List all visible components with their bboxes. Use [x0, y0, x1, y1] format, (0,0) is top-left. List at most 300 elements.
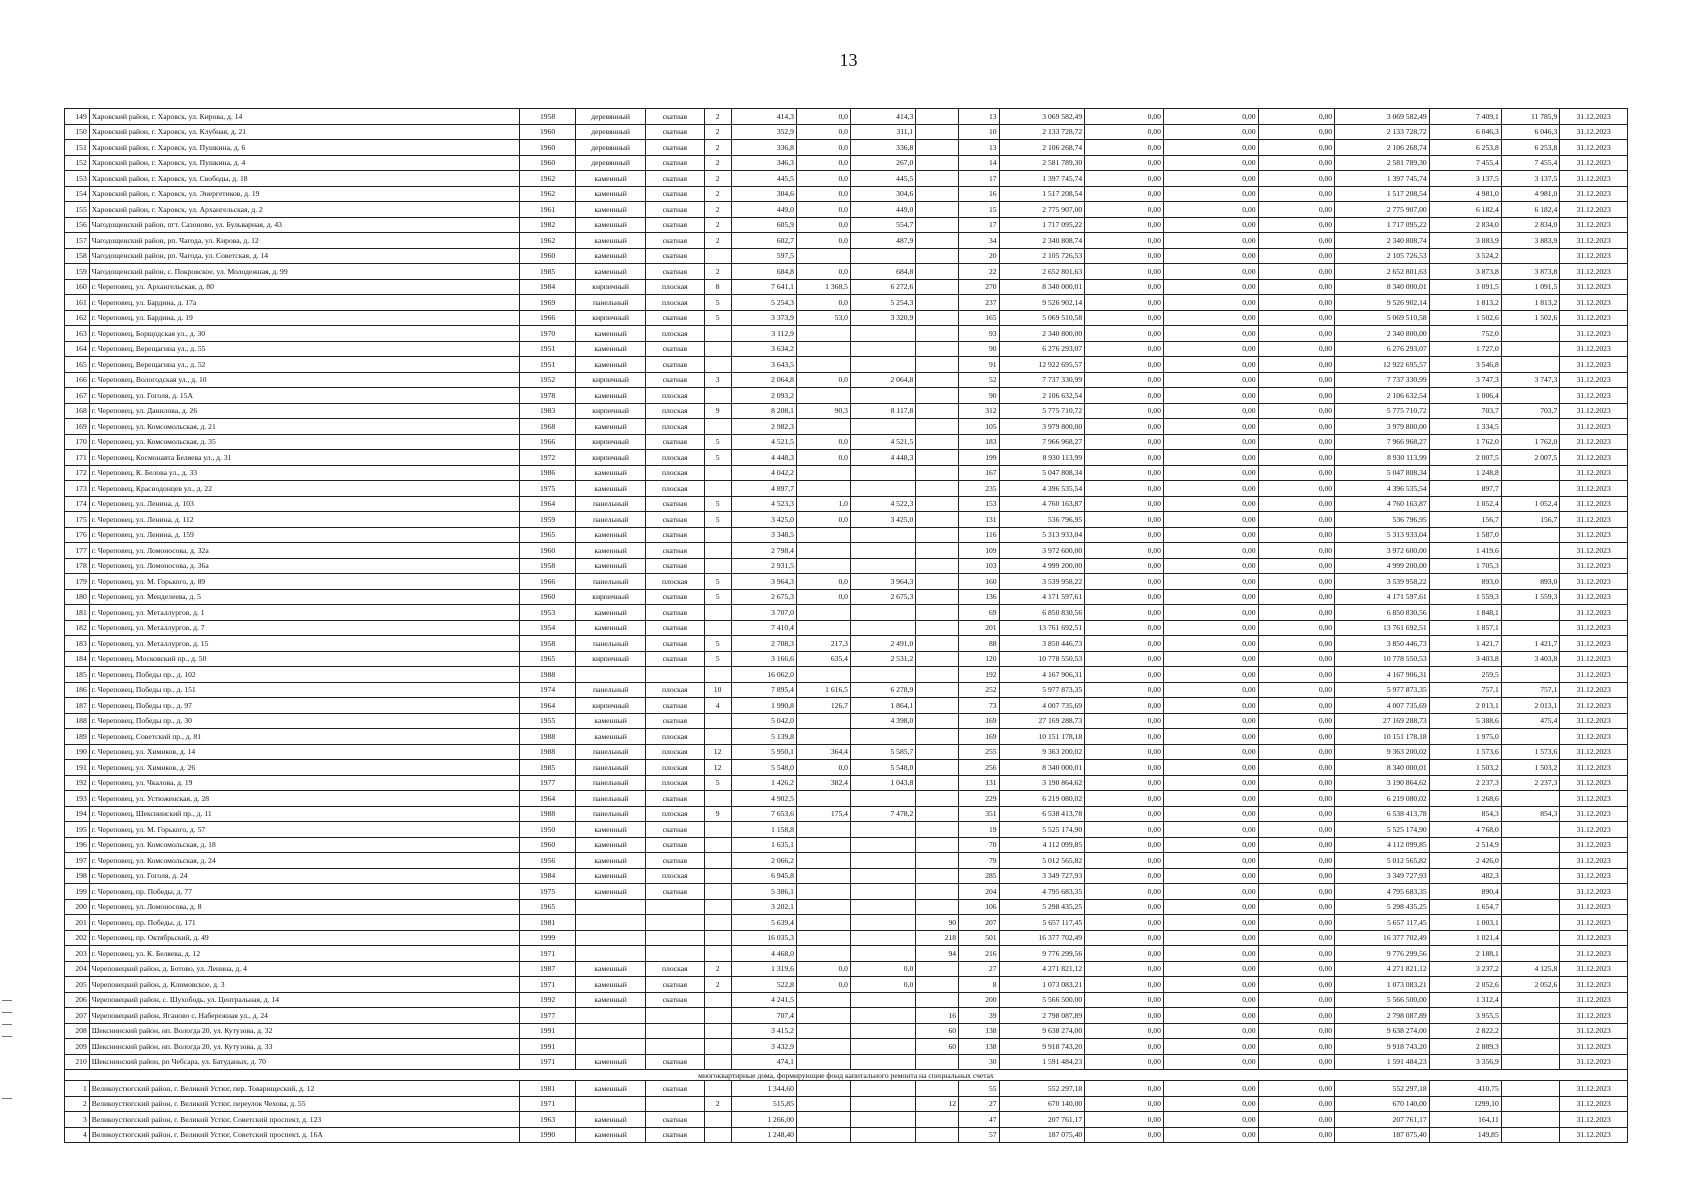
total-area-cell: 5 042,0 — [731, 713, 796, 729]
row-number-cell: 164 — [65, 341, 90, 357]
apartments-cell — [916, 171, 959, 187]
address-cell: г. Череповец, Верещагина ул., д. 52 — [89, 357, 519, 373]
residents-cell: 73 — [959, 698, 1000, 714]
roof-type-cell: скатная — [646, 233, 705, 249]
roof-type-cell: плоская — [646, 481, 705, 497]
completion-date-cell: 31.12.2023 — [1560, 574, 1628, 590]
roof-type-cell: плоская — [646, 279, 705, 295]
year-built-cell: 1963 — [519, 1112, 575, 1128]
cost-a-cell: 0,00 — [1085, 760, 1164, 776]
table-row — [65, 589, 1628, 605]
wall-material-cell: каменный — [576, 248, 646, 264]
max-cost-per-sqm-cell — [1501, 543, 1560, 559]
cost-per-sqm-cell: 1 248,8 — [1429, 465, 1501, 481]
cost-a-cell: 0,00 — [1085, 341, 1164, 357]
address-cell: г. Череповец, пр. Октябрьский, д. 49 — [89, 930, 519, 946]
cost-b-cell: 0,00 — [1163, 155, 1258, 171]
table-row — [65, 1096, 1628, 1112]
residents-cell: 252 — [959, 682, 1000, 698]
roof-type-cell — [646, 1023, 705, 1039]
cost-per-sqm-cell: 2 426,0 — [1429, 853, 1501, 869]
row-number-cell: 163 — [65, 326, 90, 342]
address-cell: Чагодощенский район, с. Покровское, ул. Молодежная, д. 99 — [89, 264, 519, 280]
cost-b-cell: 0,00 — [1163, 1023, 1258, 1039]
total-area-cell: 7 641,1 — [731, 279, 796, 295]
total-area-cell: 2 931,5 — [731, 558, 796, 574]
apartments-cell — [916, 217, 959, 233]
total-cost-cell: 3 539 958,22 — [999, 574, 1085, 590]
roof-type-cell: скатная — [646, 217, 705, 233]
roof-type-cell: скатная — [646, 155, 705, 171]
total-area-cell: 3 634,2 — [731, 341, 796, 357]
residents-cell: 270 — [959, 279, 1000, 295]
residents-cell: 90 — [959, 341, 1000, 357]
cost-c-cell: 0,00 — [1258, 558, 1335, 574]
cost-b-cell: 0,00 — [1163, 636, 1258, 652]
cost-owners-cell: 6 219 080,02 — [1335, 791, 1430, 807]
cost-a-cell: 0,00 — [1085, 264, 1164, 280]
apartments-cell — [916, 357, 959, 373]
table-row — [65, 574, 1628, 590]
floors-cell — [704, 620, 731, 636]
cost-owners-cell: 8 340 000,01 — [1335, 760, 1430, 776]
wall-material-cell: каменный — [576, 1112, 646, 1128]
total-area-cell: 346,3 — [731, 155, 796, 171]
cost-b-cell: 0,00 — [1163, 295, 1258, 311]
table-row — [65, 543, 1628, 559]
nonres-area-cell — [796, 822, 850, 838]
apartments-cell — [916, 961, 959, 977]
floors-cell — [704, 946, 731, 962]
floors-cell: 9 — [704, 403, 731, 419]
cost-a-cell: 0,00 — [1085, 558, 1164, 574]
res-area-cell — [850, 605, 915, 621]
wall-material-cell — [576, 899, 646, 915]
res-area-cell: 445,5 — [850, 171, 915, 187]
nonres-area-cell — [796, 853, 850, 869]
apartments-cell — [916, 295, 959, 311]
total-cost-cell: 5 047 808,34 — [999, 465, 1085, 481]
cost-c-cell: 0,00 — [1258, 620, 1335, 636]
residents-cell: 15 — [959, 202, 1000, 218]
roof-type-cell: скатная — [646, 837, 705, 853]
cost-owners-cell: 552 297,18 — [1335, 1081, 1430, 1097]
total-cost-cell: 1 717 095,22 — [999, 217, 1085, 233]
roof-type-cell — [646, 667, 705, 683]
residents-cell: 169 — [959, 729, 1000, 745]
roof-type-cell: скатная — [646, 791, 705, 807]
wall-material-cell: каменный — [576, 605, 646, 621]
completion-date-cell: 31.12.2023 — [1560, 1054, 1628, 1070]
cost-per-sqm-cell: 3 883,9 — [1429, 233, 1501, 249]
cost-b-cell: 0,00 — [1163, 248, 1258, 264]
cost-c-cell: 0,00 — [1258, 403, 1335, 419]
cost-a-cell: 0,00 — [1085, 1081, 1164, 1097]
residents-cell: 57 — [959, 1127, 1000, 1143]
res-area-cell — [850, 930, 915, 946]
row-number-cell: 203 — [65, 946, 90, 962]
residents-cell: 207 — [959, 915, 1000, 931]
cost-b-cell: 0,00 — [1163, 1112, 1258, 1128]
cost-b-cell: 0,00 — [1163, 682, 1258, 698]
year-built-cell: 1971 — [519, 977, 575, 993]
nonres-area-cell: 635,4 — [796, 651, 850, 667]
roof-type-cell: скатная — [646, 202, 705, 218]
year-built-cell: 1964 — [519, 698, 575, 714]
year-built-cell: 1975 — [519, 481, 575, 497]
address-cell: Череповецкий район, д. Ботово, ул. Ленина, д. 4 — [89, 961, 519, 977]
apartments-cell — [916, 589, 959, 605]
wall-material-cell — [576, 946, 646, 962]
total-cost-cell: 2 340 800,00 — [999, 326, 1085, 342]
cost-owners-cell: 3 850 446,73 — [1335, 636, 1430, 652]
table-row — [65, 605, 1628, 621]
cost-per-sqm-cell: 703,7 — [1429, 403, 1501, 419]
year-built-cell: 1977 — [519, 1008, 575, 1024]
total-area-cell: 2 064,8 — [731, 372, 796, 388]
apartments-cell — [916, 124, 959, 140]
roof-type-cell — [646, 946, 705, 962]
apartments-cell: 60 — [916, 1039, 959, 1055]
year-built-cell: 1958 — [519, 558, 575, 574]
year-built-cell: 1964 — [519, 496, 575, 512]
address-cell: г. Череповец, ул. К. Беляева, д. 12 — [89, 946, 519, 962]
residents-cell: 90 — [959, 388, 1000, 404]
margin-mark — [2, 1000, 12, 1001]
cost-c-cell: 0,00 — [1258, 481, 1335, 497]
year-built-cell: 1951 — [519, 341, 575, 357]
completion-date-cell: 31.12.2023 — [1560, 837, 1628, 853]
cost-per-sqm-cell: 1 021,4 — [1429, 930, 1501, 946]
year-built-cell: 1970 — [519, 326, 575, 342]
nonres-area-cell: 1 616,5 — [796, 682, 850, 698]
completion-date-cell: 31.12.2023 — [1560, 589, 1628, 605]
roof-type-cell: скатная — [646, 341, 705, 357]
total-area-cell: 2 675,3 — [731, 589, 796, 605]
year-built-cell: 1990 — [519, 1127, 575, 1143]
year-built-cell: 1984 — [519, 279, 575, 295]
floors-cell — [704, 915, 731, 931]
cost-owners-cell: 6 850 830,56 — [1335, 605, 1430, 621]
apartments-cell — [916, 791, 959, 807]
total-area-cell: 1 158,8 — [731, 822, 796, 838]
cost-per-sqm-cell: 1 502,6 — [1429, 310, 1501, 326]
year-built-cell: 1961 — [519, 202, 575, 218]
total-area-cell: 16 035,3 — [731, 930, 796, 946]
roof-type-cell: скатная — [646, 605, 705, 621]
total-area-cell: 4 523,3 — [731, 496, 796, 512]
wall-material-cell: панельный — [576, 636, 646, 652]
res-area-cell: 2 491,0 — [850, 636, 915, 652]
roof-type-cell — [646, 915, 705, 931]
cost-a-cell: 0,00 — [1085, 713, 1164, 729]
row-number-cell: 1 — [65, 1081, 90, 1097]
housing-register-table — [64, 108, 1628, 1143]
completion-date-cell: 31.12.2023 — [1560, 946, 1628, 962]
section-header — [65, 1070, 1628, 1081]
address-cell: Чагодощенский район, рп. Чагода, ул. Кирова, д. 12 — [89, 233, 519, 249]
total-area-cell: 304,6 — [731, 186, 796, 202]
wall-material-cell: каменный — [576, 341, 646, 357]
cost-owners-cell: 1 591 484,23 — [1335, 1054, 1430, 1070]
cost-a-cell: 0,00 — [1085, 171, 1164, 187]
floors-cell: 5 — [704, 434, 731, 450]
cost-a-cell: 0,00 — [1085, 1054, 1164, 1070]
table-row — [65, 481, 1628, 497]
residents-cell: 256 — [959, 760, 1000, 776]
apartments-cell: 94 — [916, 946, 959, 962]
row-number-cell: 167 — [65, 388, 90, 404]
residents-cell: 13 — [959, 109, 1000, 125]
floors-cell: 5 — [704, 574, 731, 590]
table-row — [65, 264, 1628, 280]
margin-mark — [2, 1012, 12, 1013]
cost-b-cell: 0,00 — [1163, 372, 1258, 388]
row-number-cell: 155 — [65, 202, 90, 218]
row-number-cell: 154 — [65, 186, 90, 202]
cost-b-cell: 0,00 — [1163, 977, 1258, 993]
completion-date-cell: 31.12.2023 — [1560, 155, 1628, 171]
wall-material-cell: панельный — [576, 682, 646, 698]
table-row — [65, 868, 1628, 884]
max-cost-per-sqm-cell: 1 052,4 — [1501, 496, 1560, 512]
cost-per-sqm-cell: 893,0 — [1429, 574, 1501, 590]
residents-cell: 235 — [959, 481, 1000, 497]
year-built-cell: 1966 — [519, 310, 575, 326]
cost-c-cell: 0,00 — [1258, 1008, 1335, 1024]
cost-per-sqm-cell: 1 421,7 — [1429, 636, 1501, 652]
total-cost-cell: 4 396 535,54 — [999, 481, 1085, 497]
year-built-cell: 1988 — [519, 806, 575, 822]
total-area-cell: 5 950,1 — [731, 744, 796, 760]
table-row — [65, 853, 1628, 869]
apartments-cell — [916, 140, 959, 156]
cost-b-cell: 0,00 — [1163, 713, 1258, 729]
wall-material-cell: панельный — [576, 791, 646, 807]
total-area-cell: 4 042,2 — [731, 465, 796, 481]
res-area-cell — [850, 1127, 915, 1143]
cost-a-cell: 0,00 — [1085, 946, 1164, 962]
total-cost-cell: 5 298 435,25 — [999, 899, 1085, 915]
wall-material-cell: кирпичный — [576, 434, 646, 450]
wall-material-cell: кирпичный — [576, 372, 646, 388]
residents-cell: 165 — [959, 310, 1000, 326]
roof-type-cell: плоская — [646, 326, 705, 342]
cost-owners-cell: 4 007 735,69 — [1335, 698, 1430, 714]
completion-date-cell: 31.12.2023 — [1560, 496, 1628, 512]
total-cost-cell: 4 760 163,87 — [999, 496, 1085, 512]
completion-date-cell: 31.12.2023 — [1560, 434, 1628, 450]
table-row — [65, 806, 1628, 822]
row-number-cell: 173 — [65, 481, 90, 497]
row-number-cell: 172 — [65, 465, 90, 481]
residents-cell: 103 — [959, 558, 1000, 574]
cost-c-cell: 0,00 — [1258, 868, 1335, 884]
cost-a-cell: 0,00 — [1085, 481, 1164, 497]
cost-owners-cell: 9 526 902,14 — [1335, 295, 1430, 311]
cost-owners-cell: 4 396 535,54 — [1335, 481, 1430, 497]
total-area-cell: 1 990,8 — [731, 698, 796, 714]
completion-date-cell: 31.12.2023 — [1560, 465, 1628, 481]
apartments-cell — [916, 233, 959, 249]
nonres-area-cell: 0,0 — [796, 574, 850, 590]
wall-material-cell — [576, 915, 646, 931]
total-cost-cell: 6 850 830,56 — [999, 605, 1085, 621]
cost-owners-cell: 4 112 099,85 — [1335, 837, 1430, 853]
nonres-area-cell: 0,0 — [796, 217, 850, 233]
address-cell: Череповецкий район, с. Шухободь, ул. Центральная, д. 14 — [89, 992, 519, 1008]
floors-cell: 2 — [704, 109, 731, 125]
apartments-cell — [916, 899, 959, 915]
address-cell: Великоустюгский район, г. Великий Устюг, пер. Товарищеский, д. 12 — [89, 1081, 519, 1097]
total-area-cell: 3 964,3 — [731, 574, 796, 590]
residents-cell: 22 — [959, 264, 1000, 280]
residents-cell: 167 — [959, 465, 1000, 481]
nonres-area-cell — [796, 1127, 850, 1143]
cost-b-cell: 0,00 — [1163, 233, 1258, 249]
nonres-area-cell: 364,4 — [796, 744, 850, 760]
max-cost-per-sqm-cell: 4 981,0 — [1501, 186, 1560, 202]
max-cost-per-sqm-cell: 1 502,6 — [1501, 310, 1560, 326]
res-area-cell: 304,6 — [850, 186, 915, 202]
cost-b-cell: 0,00 — [1163, 760, 1258, 776]
floors-cell: 5 — [704, 496, 731, 512]
total-cost-cell: 9 776 299,56 — [999, 946, 1085, 962]
cost-owners-cell: 27 169 288,73 — [1335, 713, 1430, 729]
total-cost-cell: 207 761,17 — [999, 1112, 1085, 1128]
roof-type-cell: скатная — [646, 264, 705, 280]
cost-b-cell: 0,00 — [1163, 481, 1258, 497]
residents-cell: 27 — [959, 961, 1000, 977]
address-cell: г. Череповец, Борщодская ул., д. 30 — [89, 326, 519, 342]
apartments-cell — [916, 651, 959, 667]
roof-type-cell: скатная — [646, 357, 705, 373]
table-row — [65, 1127, 1628, 1143]
cost-owners-cell: 5 525 174,90 — [1335, 822, 1430, 838]
cost-c-cell: 0,00 — [1258, 233, 1335, 249]
cost-b-cell: 0,00 — [1163, 899, 1258, 915]
max-cost-per-sqm-cell: 893,0 — [1501, 574, 1560, 590]
cost-c-cell: 0,00 — [1258, 775, 1335, 791]
max-cost-per-sqm-cell — [1501, 915, 1560, 931]
total-area-cell: 2 708,3 — [731, 636, 796, 652]
completion-date-cell: 31.12.2023 — [1560, 744, 1628, 760]
year-built-cell: 1988 — [519, 667, 575, 683]
total-cost-cell: 5 525 174,90 — [999, 822, 1085, 838]
cost-b-cell: 0,00 — [1163, 279, 1258, 295]
total-cost-cell: 7 737 330,99 — [999, 372, 1085, 388]
cost-a-cell: 0,00 — [1085, 899, 1164, 915]
apartments-cell — [916, 636, 959, 652]
apartments-cell — [916, 729, 959, 745]
address-cell: г. Череповец, Космонавта Беляева ул., д. 31 — [89, 450, 519, 466]
address-cell: Харовский район, г. Харовск, ул. Свободы, д. 18 — [89, 171, 519, 187]
res-area-cell — [850, 853, 915, 869]
cost-c-cell: 0,00 — [1258, 713, 1335, 729]
cost-per-sqm-cell: 3 546,8 — [1429, 357, 1501, 373]
table-row — [65, 465, 1628, 481]
completion-date-cell: 31.12.2023 — [1560, 357, 1628, 373]
res-area-cell — [850, 341, 915, 357]
roof-type-cell: скатная — [646, 822, 705, 838]
floors-cell — [704, 899, 731, 915]
nonres-area-cell: 0,0 — [796, 977, 850, 993]
cost-b-cell: 0,00 — [1163, 558, 1258, 574]
row-number-cell: 183 — [65, 636, 90, 652]
max-cost-per-sqm-cell: 2 007,5 — [1501, 450, 1560, 466]
year-built-cell: 1965 — [519, 527, 575, 543]
cost-per-sqm-cell: 156,7 — [1429, 512, 1501, 528]
cost-per-sqm-cell: 1 762,0 — [1429, 434, 1501, 450]
cost-c-cell: 0,00 — [1258, 155, 1335, 171]
total-area-cell: 4 897,7 — [731, 481, 796, 497]
cost-a-cell: 0,00 — [1085, 775, 1164, 791]
res-area-cell: 4 448,3 — [850, 450, 915, 466]
cost-owners-cell: 3 539 958,22 — [1335, 574, 1430, 590]
address-cell: г. Череповец, пр. Победы, д. 171 — [89, 915, 519, 931]
completion-date-cell: 31.12.2023 — [1560, 326, 1628, 342]
total-cost-cell: 8 340 000,01 — [999, 279, 1085, 295]
cost-a-cell: 0,00 — [1085, 217, 1164, 233]
total-area-cell: 1 635,1 — [731, 837, 796, 853]
address-cell: г. Череповец, ул. Чкалова, д. 19 — [89, 775, 519, 791]
year-built-cell: 1959 — [519, 512, 575, 528]
nonres-area-cell: 382,4 — [796, 775, 850, 791]
apartments-cell — [916, 372, 959, 388]
max-cost-per-sqm-cell: 2 013,1 — [1501, 698, 1560, 714]
cost-b-cell: 0,00 — [1163, 264, 1258, 280]
floors-cell — [704, 837, 731, 853]
nonres-area-cell: 0,0 — [796, 589, 850, 605]
cost-c-cell: 0,00 — [1258, 930, 1335, 946]
cost-owners-cell: 670 140,00 — [1335, 1096, 1430, 1112]
year-built-cell: 1958 — [519, 109, 575, 125]
year-built-cell: 1968 — [519, 419, 575, 435]
floors-cell — [704, 930, 731, 946]
completion-date-cell: 31.12.2023 — [1560, 667, 1628, 683]
floors-cell: 5 — [704, 310, 731, 326]
res-area-cell: 449,0 — [850, 202, 915, 218]
total-area-cell: 5 386,1 — [731, 884, 796, 900]
wall-material-cell: кирпичный — [576, 589, 646, 605]
res-area-cell: 487,9 — [850, 233, 915, 249]
roof-type-cell: плоская — [646, 295, 705, 311]
wall-material-cell — [576, 1039, 646, 1055]
cost-b-cell: 0,00 — [1163, 853, 1258, 869]
address-cell: г. Череповец, Советский пр., д. 81 — [89, 729, 519, 745]
max-cost-per-sqm-cell — [1501, 868, 1560, 884]
cost-owners-cell: 10 151 178,18 — [1335, 729, 1430, 745]
cost-b-cell: 0,00 — [1163, 1008, 1258, 1024]
row-number-cell: 3 — [65, 1112, 90, 1128]
total-area-cell: 7 653,6 — [731, 806, 796, 822]
address-cell: г. Череповец, ул. Данилова, д. 26 — [89, 403, 519, 419]
res-area-cell — [850, 791, 915, 807]
cost-per-sqm-cell: 1 857,1 — [1429, 620, 1501, 636]
cost-c-cell: 0,00 — [1258, 341, 1335, 357]
cost-c-cell: 0,00 — [1258, 496, 1335, 512]
cost-c-cell: 0,00 — [1258, 109, 1335, 125]
year-built-cell: 1966 — [519, 574, 575, 590]
res-area-cell: 2 531,2 — [850, 651, 915, 667]
cost-b-cell: 0,00 — [1163, 496, 1258, 512]
max-cost-per-sqm-cell — [1501, 791, 1560, 807]
residents-cell: 34 — [959, 233, 1000, 249]
year-built-cell: 1971 — [519, 1096, 575, 1112]
cost-a-cell: 0,00 — [1085, 1008, 1164, 1024]
total-area-cell: 597,5 — [731, 248, 796, 264]
residents-cell: 27 — [959, 1096, 1000, 1112]
